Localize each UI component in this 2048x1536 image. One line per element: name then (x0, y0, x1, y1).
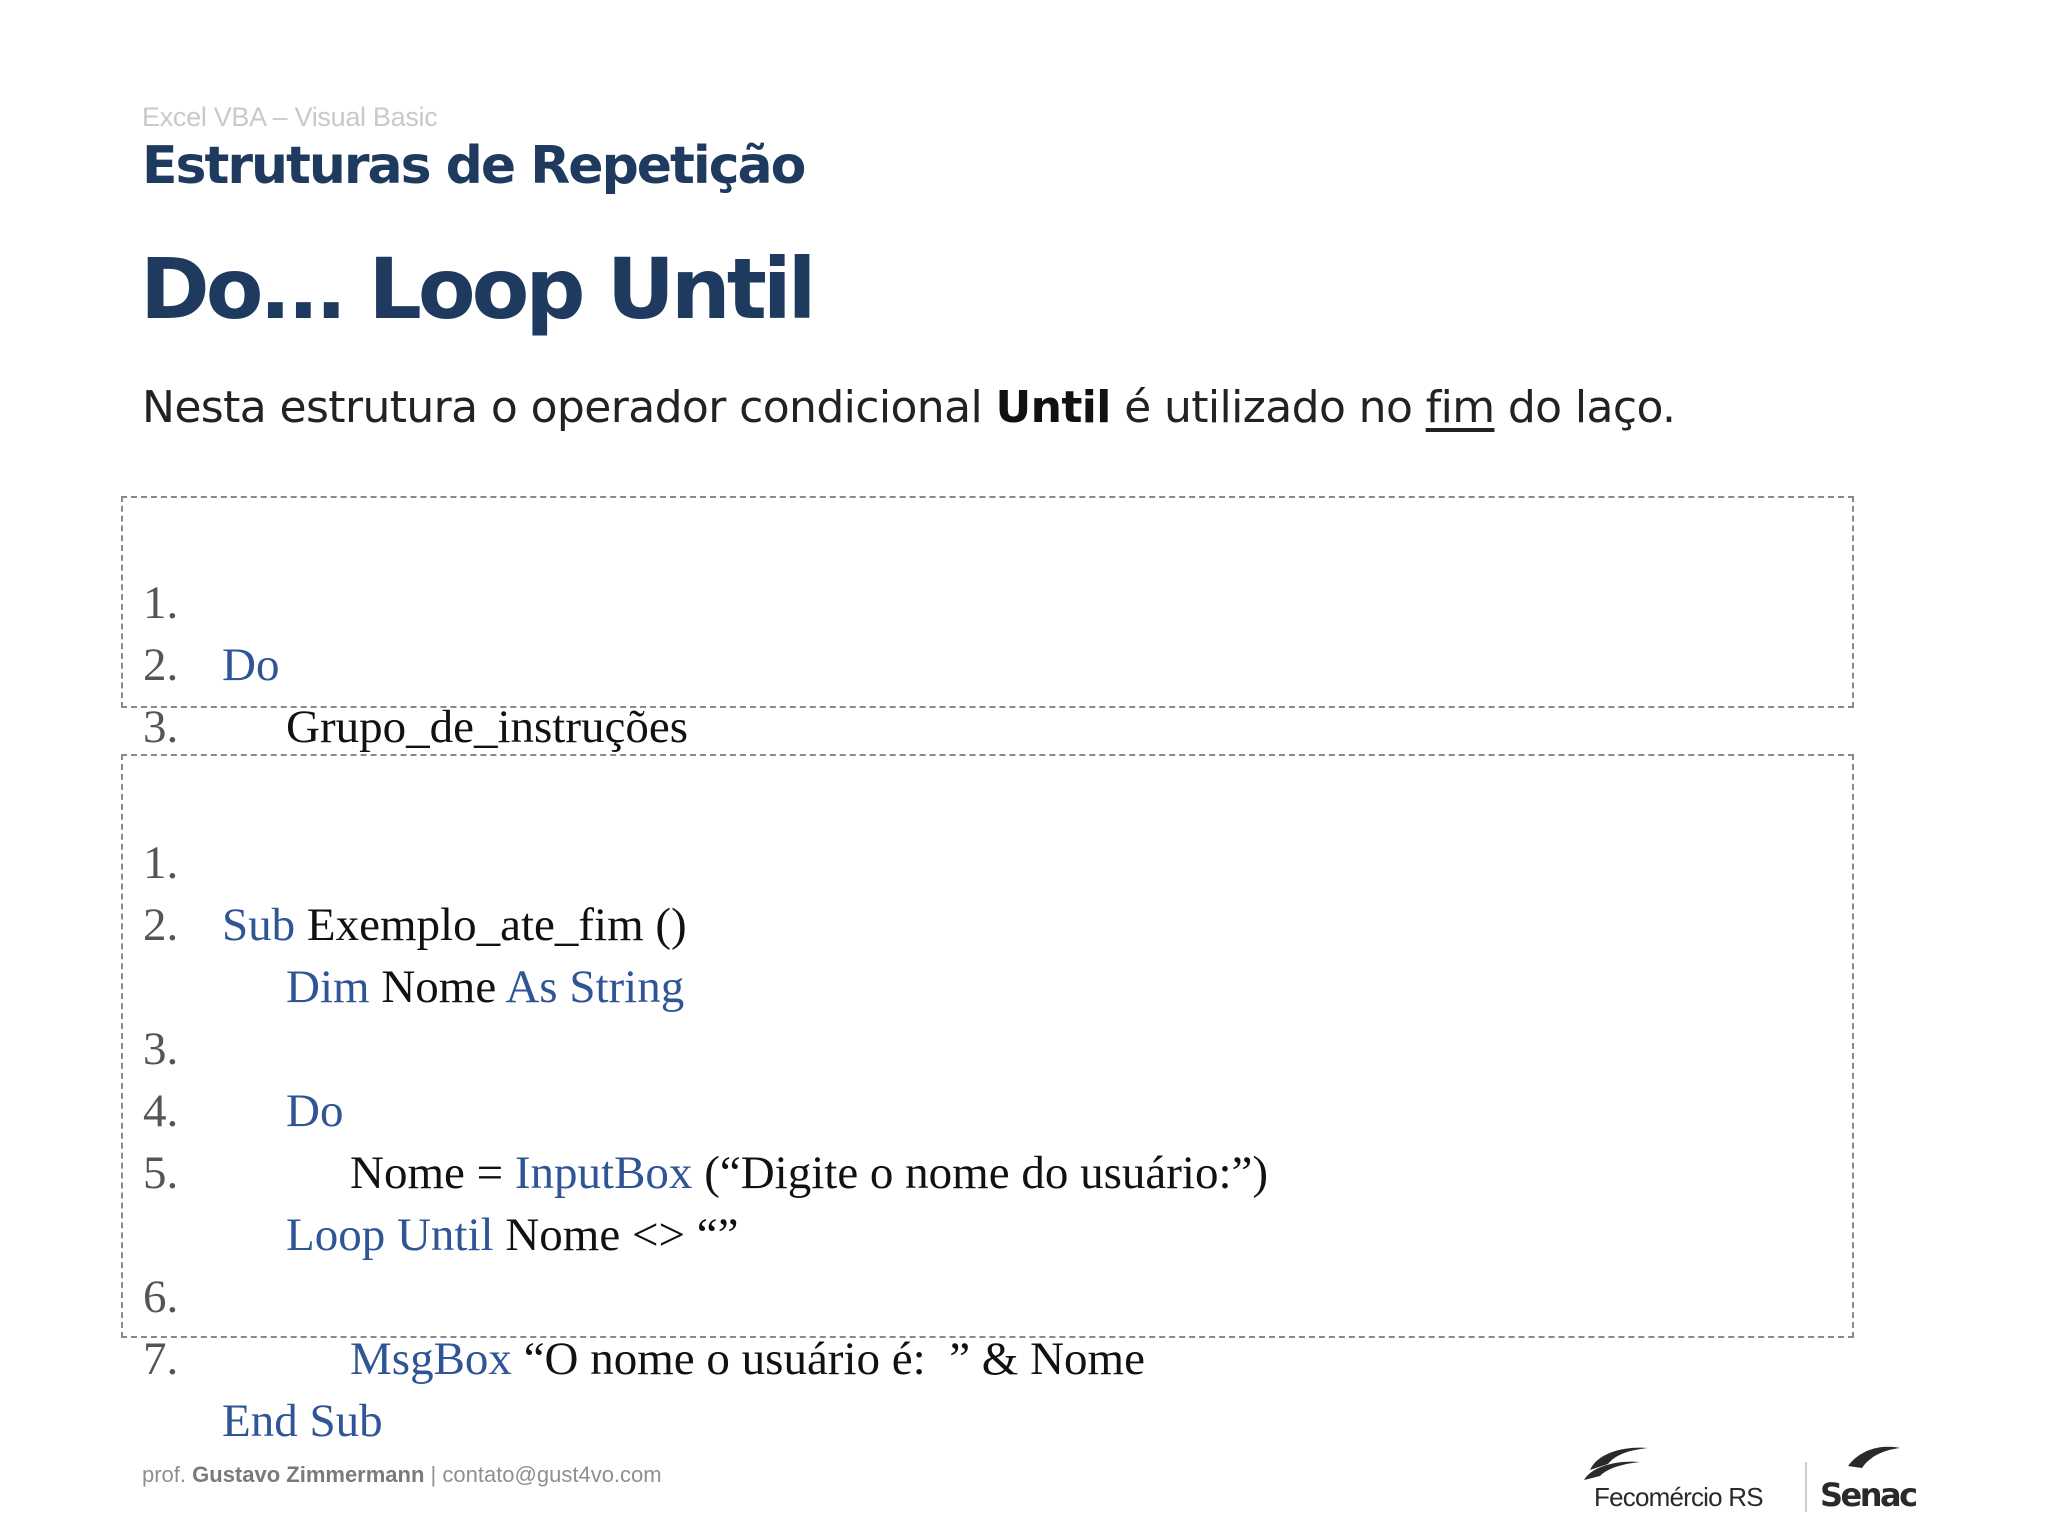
line-number: 2. (143, 639, 179, 691)
code-text (222, 634, 279, 696)
code-keyword: MsgBox (350, 1333, 512, 1385)
code-text (286, 1204, 738, 1266)
intro-part-1: Nesta estrutura o operador condicional (142, 382, 996, 433)
code-keyword: InputBox (514, 1147, 693, 1199)
line-number: 6. (143, 1271, 179, 1323)
code-text (222, 1390, 383, 1452)
intro-part-3: do laço. (1494, 382, 1676, 433)
line-number: 7. (143, 1333, 179, 1385)
fecomercio-wordmark: Fecomércio RS (1594, 1482, 1763, 1512)
code-text (222, 894, 687, 956)
fecomercio-swoosh-icon (1584, 1462, 1640, 1480)
code-keyword: Dim (286, 961, 370, 1013)
intro-part-2: é utilizado no (1110, 382, 1426, 433)
code-keyword: Do (222, 639, 280, 691)
line-number: 5. (143, 1147, 179, 1199)
senac-wordmark: Senac (1820, 1476, 1916, 1514)
fecomercio-logo (1584, 1448, 1763, 1512)
code-text (350, 1142, 1268, 1204)
senac-logo (1820, 1447, 1916, 1514)
code-token: Exemplo_ate_fim () (295, 899, 687, 951)
code-token: Nome = (350, 1147, 515, 1199)
line-number: 1. (143, 577, 179, 629)
section-title: Estruturas de Repetição (142, 136, 805, 196)
code-keyword: As String (505, 961, 685, 1013)
code-line (123, 1266, 383, 1447)
code-line (123, 770, 687, 951)
code-token: Grupo_de_instruções (286, 701, 689, 753)
code-token: (“Digite o nome do usuário:”) (692, 1147, 1269, 1199)
line-number: 4. (143, 1085, 179, 1137)
line-number: 1. (143, 837, 179, 889)
code-line (123, 510, 280, 691)
footer-separator: | (424, 1462, 443, 1487)
footer-credits (142, 1462, 662, 1488)
code-keyword: Loop Until (286, 1209, 494, 1261)
code-line (123, 1018, 1269, 1199)
footer-prefix: prof. (142, 1462, 193, 1487)
code-text (286, 956, 684, 1018)
code-keyword: Do (286, 1085, 344, 1137)
code-token: “O nome o usuário é: ” & Nome (511, 1333, 1145, 1385)
intro-keyword: Until (995, 382, 1111, 433)
code-token: Nome <> “” (493, 1209, 739, 1261)
line-number: 3. (143, 1023, 179, 1075)
code-keyword: Sub (222, 899, 296, 951)
code-text (286, 696, 688, 758)
partner-logos (1578, 1442, 1930, 1514)
line-number: 3. (143, 701, 179, 753)
footer-contact[interactable]: contato@gust4vo.com (442, 1462, 662, 1487)
code-keyword: End Sub (222, 1395, 383, 1447)
senac-bird-icon (1848, 1447, 1900, 1468)
slide-title: Do... Loop Until (140, 240, 813, 338)
code-token: Nome (369, 961, 506, 1013)
code-text (350, 1328, 1145, 1390)
line-number: 2. (143, 899, 179, 951)
code-text (286, 1080, 343, 1142)
intro-text (142, 382, 1675, 433)
code-line (123, 634, 179, 753)
footer-author: Gustavo Zimmermann (192, 1462, 425, 1487)
intro-emphasis: fim (1425, 382, 1495, 433)
syntax-code-block (121, 496, 1854, 753)
example-code-block (121, 754, 1854, 1447)
subject-label: Excel VBA – Visual Basic (142, 102, 438, 132)
fecomercio-swoosh-icon (1590, 1448, 1648, 1470)
